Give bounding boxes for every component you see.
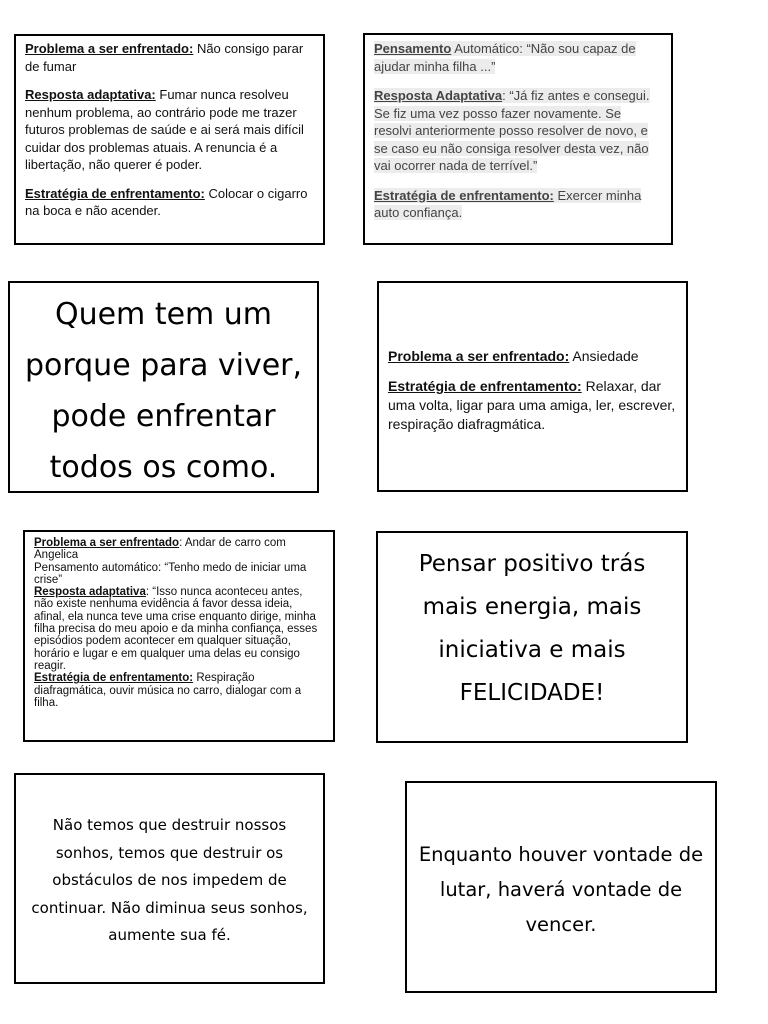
card-quit-smoking [14, 34, 325, 245]
response-paragraph [374, 87, 662, 175]
strategy-text: Relaxar, dar uma volta, ligar para uma amiga, ler, escrever, respiração diafragmática. [388, 378, 676, 432]
strategy-label: Estratégia de enfrentamento: [388, 378, 582, 394]
problem-text: Ansiedade [569, 348, 639, 364]
strategy-text: Respiração diafragmática, ouvir música no carro, dialogar com a filha. [34, 672, 302, 709]
response-paragraph [34, 586, 324, 672]
problem-text: Não consigo parar de fumar [25, 41, 304, 74]
strategy-text: Exercer minha auto confiança. [374, 187, 642, 220]
quote-text: Enquanto houver vontade de lutar, haverá vontade de vencer. [418, 843, 704, 936]
card-quote-dreams [14, 773, 325, 984]
strategy-label: Estratégia de enfrentamento: [374, 187, 554, 203]
response-label: Resposta adaptativa: [25, 87, 156, 102]
card-quote-will-to-fight [405, 781, 717, 993]
quote-text: Não temos que destruir nossos sonhos, temos que destruir os obstáculos de nos impedem de continuar. Não diminua seus sonhos, aumente sua fé. [31, 816, 308, 944]
thought-label: Pensamento [374, 41, 452, 56]
problem-label: Problema a ser enfrentado [34, 537, 180, 549]
problem-paragraph [25, 40, 314, 75]
thought-paragraph [374, 40, 662, 75]
response-text: : “Já fiz antes e consegui. Se fiz uma vez posso fazer novamente. Se resolvi anteriormente posso resolver de novo, e se caso eu não consiga resolver desta vez, não vai ocorrer nada de terrível.” [374, 88, 650, 173]
problem-paragraph [388, 347, 677, 366]
card-driving [23, 530, 335, 742]
problem-label: Problema a ser enfrentado: [25, 41, 194, 56]
strategy-label: Estratégia de enfrentamento: [25, 185, 205, 201]
response-paragraph [25, 86, 314, 174]
thought-paragraph: Pensamento automático: “Tenho medo de iniciar uma crise” [34, 561, 307, 586]
strategy-paragraph [374, 187, 662, 222]
problem-text: : Andar de carro com Angelica [34, 537, 286, 562]
card-quote-why-to-live [8, 281, 319, 493]
strategy-paragraph [34, 672, 324, 709]
card-quote-positive-thinking [376, 531, 688, 743]
card-self-confidence [363, 33, 673, 245]
response-text: Fumar nunca resolveu nenhum problema, ao contrário pode me trazer futuros problemas de saúde e ai será mais difícil cuidar dos problemas atuais. A renuncia é a libertação, não querer é poder. [25, 87, 304, 172]
problem-paragraph [34, 537, 324, 562]
quote-text: Pensar positivo trás mais energia, mais iniciativa e mais FELICIDADE! [418, 551, 646, 706]
strategy-label: Estratégia de enfrentamento: [34, 672, 194, 685]
card-anxiety [377, 281, 688, 492]
thought-text: Automático: “Não sou capaz de ajudar minha filha ...” [374, 41, 636, 74]
strategy-paragraph [25, 185, 314, 220]
strategy-text: Colocar o cigarro na boca e não acender. [25, 185, 308, 218]
response-label: Resposta Adaptativa [374, 88, 503, 103]
quote-text: Quem tem um porque para viver, pode enfrentar todos os como. [24, 297, 303, 485]
response-label: Resposta adaptativa [34, 586, 146, 599]
problem-label: Problema a ser enfrentado: [388, 348, 570, 364]
response-text: : “Isso nunca aconteceu antes, não existe nenhuma evidência á favor dessa ideia, afinal, ela nunca teve uma crise enquanto dirige, minha filha precisa do meu apoio e da minha confiança, esses episódios podem acontecer em qualquer situação, horário e lugar e em qualquer uma delas eu consigo reagir. [34, 586, 318, 672]
strategy-paragraph [388, 377, 677, 434]
